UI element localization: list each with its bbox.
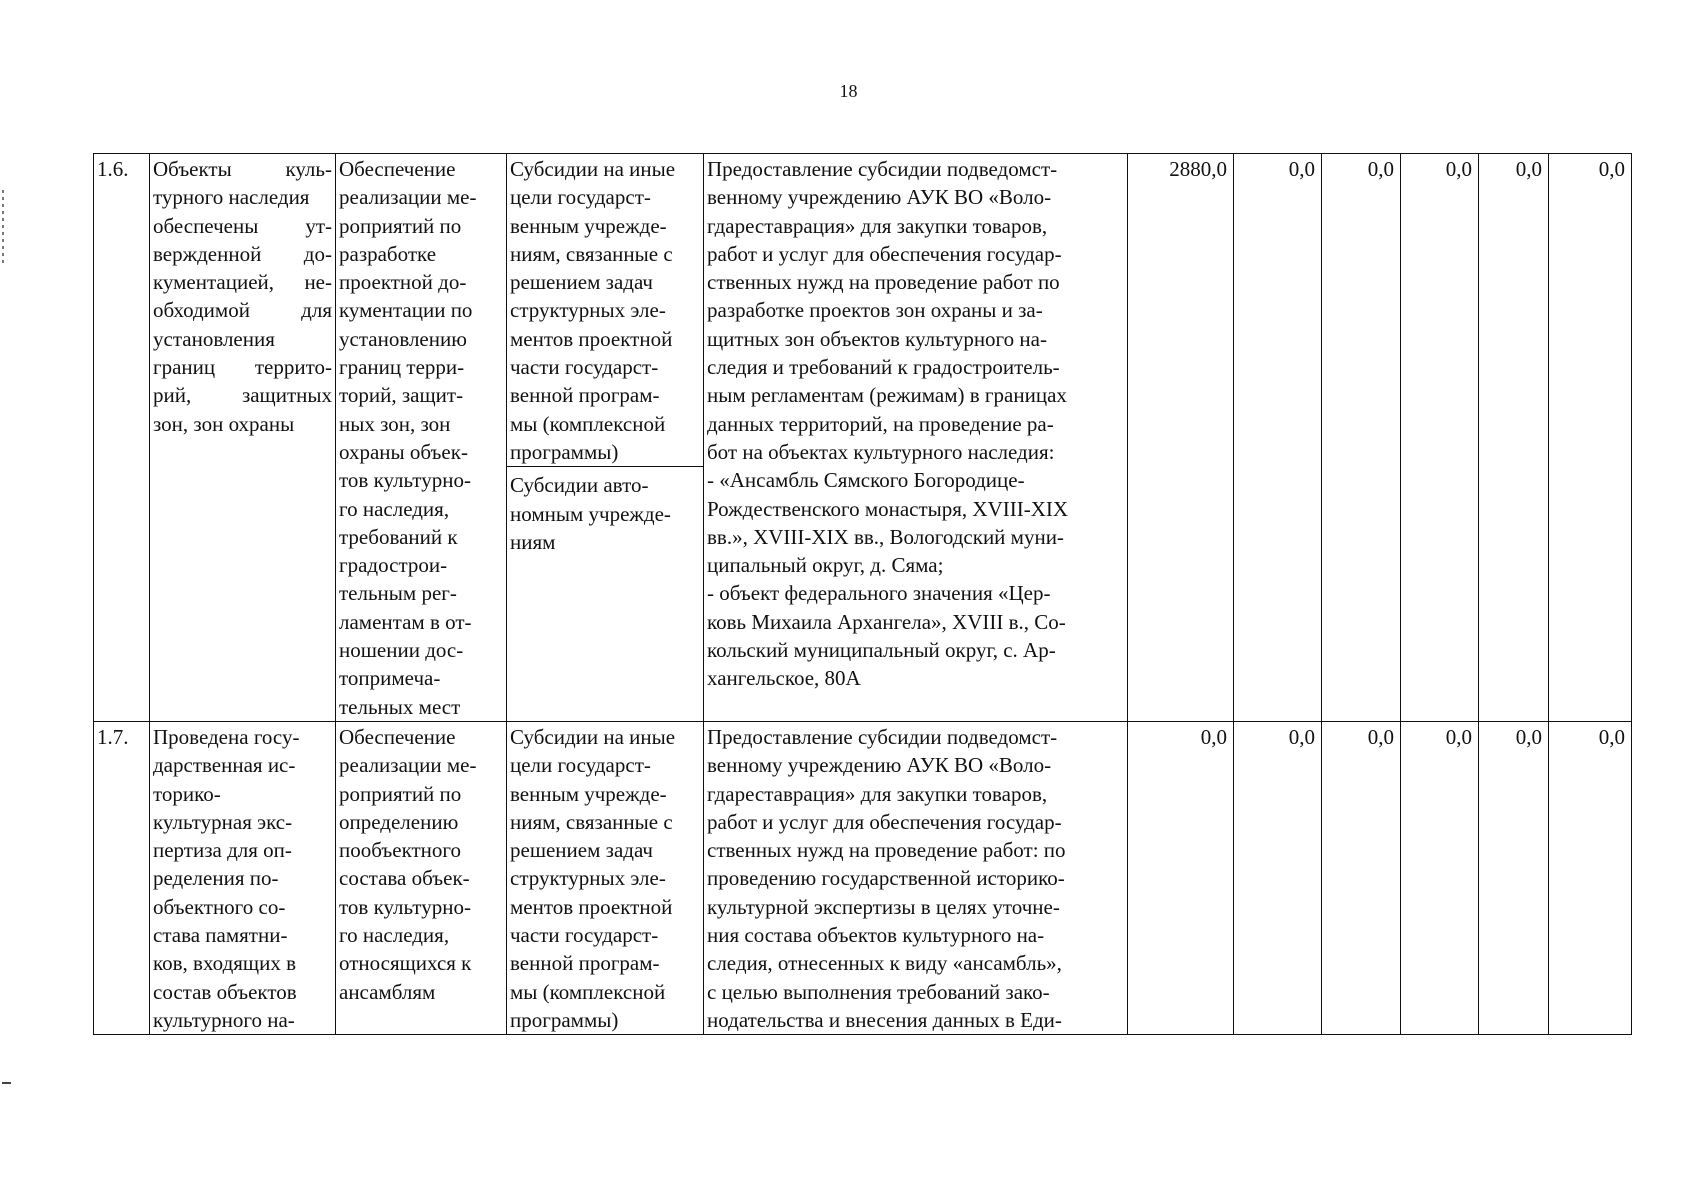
event-cell-line: реализации ме- [339, 185, 477, 210]
description-cell-line: ственных нужд на проведение работ: по [707, 838, 1066, 863]
result-cell-line: обходимой для [153, 298, 332, 323]
description-cell [704, 721, 1128, 1034]
result-cell-line: культурная экс- [153, 809, 293, 834]
event-cell-line: определению [339, 809, 459, 834]
row-index: 1.6. [94, 154, 150, 722]
subsidy-type-line: ментов проектной [510, 326, 673, 351]
event-cell-line: пообъектного [339, 838, 462, 863]
subsidy-type-line: ментов проектной [510, 894, 673, 919]
event-cell-line: торий, защит- [339, 383, 464, 408]
description-cell-line: ственных нужд на проведение работ по [707, 270, 1060, 295]
event-cell-line: тельным рег- [339, 581, 457, 606]
description-cell-line: ковь Михаила Архангела», XVIII в., Со- [707, 609, 1066, 634]
result-cell-line: состав объектов [153, 979, 297, 1004]
value-cell: 0,0 [1322, 154, 1401, 722]
description-cell-line: нодательства и внесения данных в Еди- [707, 1007, 1062, 1032]
result-cell-line: ков, входящих в [153, 951, 296, 976]
description-cell [704, 154, 1128, 722]
description-cell-line: щитных зон объектов культурного на- [707, 326, 1047, 351]
event-cell-line: реализации ме- [339, 753, 477, 778]
event-cell-line: роприятий по [339, 213, 462, 238]
description-cell-line: Рождественского монастыря, XVIII-XIX [707, 496, 1069, 521]
description-cell-line: венному учреждению АУК ВО «Воло- [707, 185, 1052, 210]
description-cell-line: данных территорий, на проведение ра- [707, 411, 1054, 436]
event-cell-line: ношении дос- [339, 638, 464, 663]
description-cell-line: ным регламентам (режимам) в границах [707, 383, 1067, 408]
event-cell-line: установлению [339, 326, 467, 351]
scan-mark [2, 1082, 11, 1084]
subsidy-type-line: Субсидии на иные [510, 724, 676, 749]
description-cell-line: ципальный округ, д. Сяма; [707, 553, 944, 578]
event-cell-line: роприятий по [339, 781, 462, 806]
description-cell-line: с целью выполнения требований зако- [707, 979, 1050, 1004]
subsidy-type-line: программы) [510, 1007, 619, 1032]
subsidy-type-line: венной програм- [510, 383, 660, 408]
result-cell-line: Проведена госу- [153, 724, 300, 749]
event-cell-line: разработке [339, 241, 437, 266]
subsidy-type-line: венным учрежде- [510, 213, 667, 238]
page-number: 18 [839, 81, 858, 101]
event-cell-line: го наследия, [339, 923, 450, 948]
subsidy-type-line: Субсидии авто- [510, 473, 649, 498]
event-cell [336, 154, 507, 722]
result-cell-line: пертиза для оп- [153, 838, 292, 863]
event-cell-line: относящихся к [339, 951, 472, 976]
event-cell-line: ных зон, зон [339, 411, 451, 436]
subsidy-type-line: Субсидии на иные [510, 157, 676, 181]
subsidy-type-line: мы (комплексной [510, 979, 666, 1004]
description-cell-line: гдареставрация» для закупки товаров, [707, 213, 1048, 238]
subsidy-type-line: части государст- [510, 355, 659, 380]
description-cell-line: хангельское, 80А [707, 666, 861, 691]
event-cell-line: Обеспечение [339, 724, 456, 749]
subsidy-type-line: венной програм- [510, 951, 660, 976]
subsidy-type-line: ниям, связанные с [510, 809, 673, 834]
subsidy-type-line: структурных эле- [510, 866, 666, 891]
subsidy-type-cell [507, 154, 704, 722]
program-table [93, 153, 1632, 1035]
value-cell: 0,0 [1401, 721, 1479, 1034]
description-cell-line: проведению государственной историко- [707, 866, 1065, 891]
value-cell: 0,0 [1479, 154, 1549, 722]
description-cell-line: следия и требований к градостроитель- [707, 355, 1060, 380]
description-cell-line: вв.», XVIII-XIX вв., Вологодский муни- [707, 524, 1064, 549]
subsidy-type-line: решением задач [510, 270, 653, 295]
subsidy-type-line: мы (комплексной [510, 411, 666, 436]
description-cell-line: следия, отнесенных к виду «ансамбль», [707, 951, 1062, 976]
description-cell-line: разработке проектов зон охраны и за- [707, 298, 1043, 323]
table-row [94, 154, 1632, 722]
event-cell-line: кументации по [339, 298, 473, 323]
scan-mark [2, 190, 4, 265]
value-cell: 0,0 [1234, 154, 1322, 722]
event-cell-line: го наследия, [339, 496, 450, 521]
value-cell: 0,0 [1234, 721, 1322, 1034]
result-cell-line: границ террито- [153, 355, 332, 380]
event-cell-line: ламентам в от- [339, 609, 472, 634]
result-cell-line: обеспечены ут- [153, 213, 332, 238]
table-body [94, 154, 1632, 1035]
subsidy-type-line: цели государст- [510, 185, 651, 210]
result-cell-line: кументацией, не- [153, 270, 332, 295]
description-cell-line: работ и услуг для обеспечения государ- [707, 809, 1062, 834]
description-cell-line: работ и услуг для обеспечения государ- [707, 241, 1062, 266]
table-row [94, 721, 1632, 1034]
value-cell: 2880,0 [1128, 154, 1234, 722]
event-cell-line: тов культурно- [339, 468, 471, 493]
result-cell-line: турного наследия [153, 185, 310, 210]
subsidy-type-second [507, 466, 703, 556]
value-cell: 0,0 [1322, 721, 1401, 1034]
description-cell-line: бот на объектах культурного наследия: [707, 439, 1055, 464]
value-cell: 0,0 [1128, 721, 1234, 1034]
description-cell-line: Предоставление субсидии подведомст- [707, 157, 1058, 181]
result-cell-line: объектного со- [153, 894, 286, 919]
subsidy-type-cell [507, 721, 704, 1034]
result-cell-line: установления [153, 326, 275, 351]
subsidy-type-line: венным учрежде- [510, 781, 667, 806]
subsidy-type-line: программы) [510, 439, 619, 464]
subsidy-type-line: цели государст- [510, 753, 651, 778]
value-cell: 0,0 [1549, 721, 1632, 1034]
event-cell-line: состава объек- [339, 866, 470, 891]
event-cell-line: Обеспечение [339, 157, 456, 181]
result-cell [150, 154, 336, 722]
description-cell-line: кольский муниципальный округ, с. Ар- [707, 638, 1056, 663]
description-cell-line: культурной экспертизы в целях уточне- [707, 894, 1060, 919]
subsidy-type-line: ниям [510, 529, 556, 554]
event-cell-line: ансамблям [339, 979, 436, 1004]
description-cell-line: - «Ансамбль Сямского Богородице- [707, 468, 1025, 493]
event-cell-line: тов культурно- [339, 894, 471, 919]
subsidy-type-line: решением задач [510, 838, 653, 863]
description-cell-line: венному учреждению АУК ВО «Воло- [707, 753, 1052, 778]
result-cell-line: торико- [153, 781, 221, 806]
subsidy-type-line: ниям, связанные с [510, 241, 673, 266]
value-cell: 0,0 [1549, 154, 1632, 722]
event-cell-line: требований к [339, 524, 458, 549]
result-cell-line: культурного на- [153, 1007, 295, 1032]
event-cell-line: тельных мест [339, 694, 461, 719]
event-cell-line: градострои- [339, 553, 448, 578]
event-cell [336, 721, 507, 1034]
event-cell-line: границ терри- [339, 355, 465, 380]
description-cell-line: Предоставление субсидии подведомст- [707, 724, 1058, 749]
result-cell-line: Объекты куль- [153, 157, 332, 181]
result-cell-line: зон, зон охраны [153, 411, 295, 436]
event-cell-line: проектной до- [339, 270, 467, 295]
result-cell-line: ределения по- [153, 866, 279, 891]
subsidy-type-line: части государст- [510, 923, 659, 948]
result-cell-line: рий, защитных [153, 383, 332, 408]
event-cell-line: охраны объек- [339, 439, 468, 464]
result-cell-line: става памятни- [153, 923, 288, 948]
row-index: 1.7. [94, 721, 150, 1034]
event-cell-line: топримеча- [339, 666, 441, 691]
value-cell: 0,0 [1401, 154, 1479, 722]
result-cell-line: вержденной до- [153, 241, 332, 266]
description-cell-line: гдареставрация» для закупки товаров, [707, 781, 1048, 806]
description-cell-line: ния состава объектов культурного на- [707, 923, 1045, 948]
result-cell [150, 721, 336, 1034]
subsidy-type-line: структурных эле- [510, 298, 666, 323]
description-cell-line: - объект федерального значения «Цер- [707, 581, 1051, 606]
subsidy-type-line: номным учрежде- [510, 501, 671, 526]
result-cell-line: дарственная ис- [153, 753, 296, 778]
value-cell: 0,0 [1479, 721, 1549, 1034]
